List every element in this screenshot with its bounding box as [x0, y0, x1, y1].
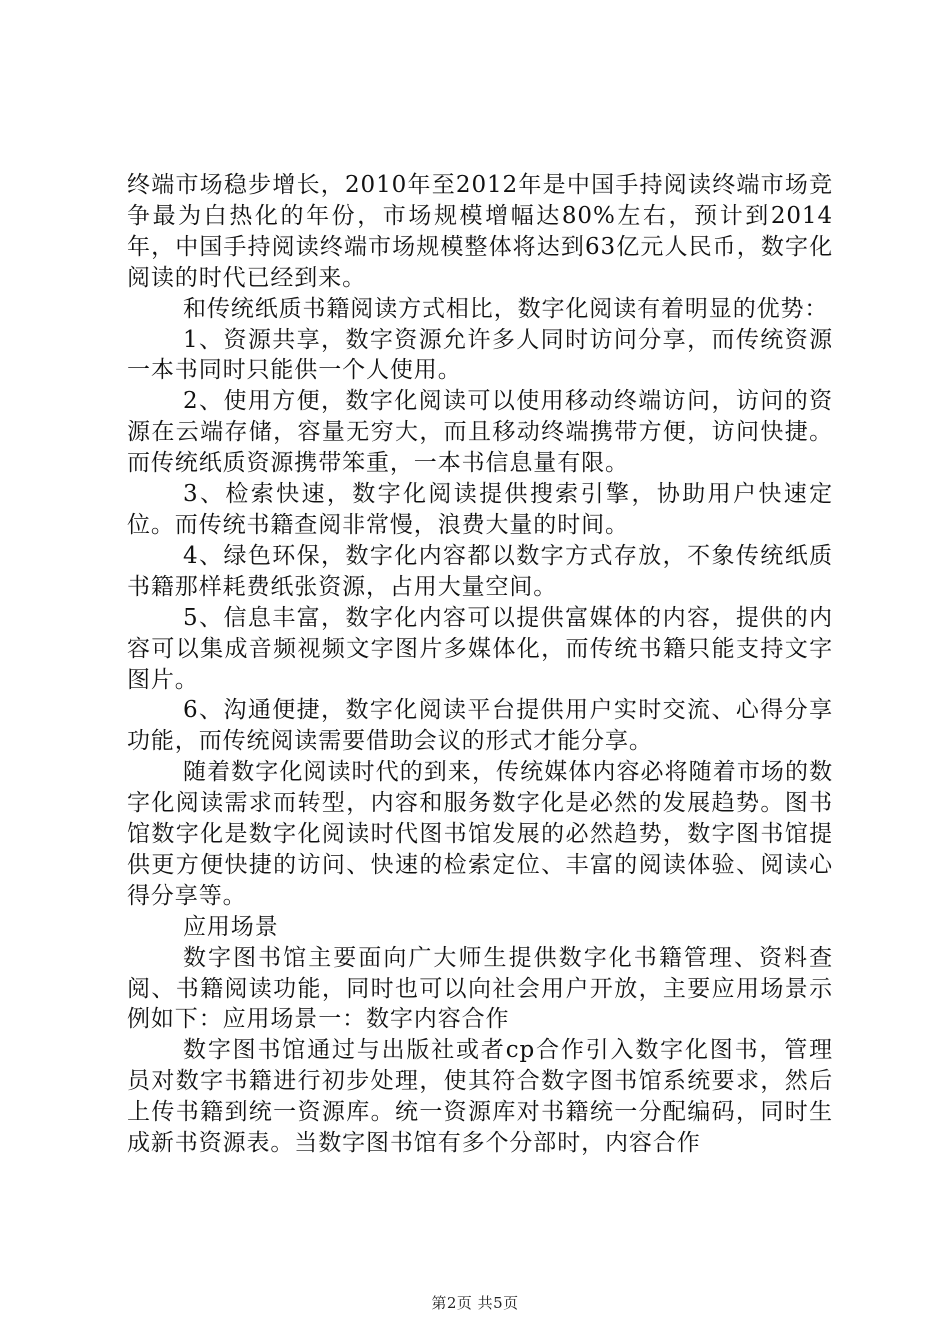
paragraph-content-cooperation: 数字图书馆通过与出版社或者cp合作引入数字化图书，管理员对数字书籍进行初步处理，使其符合数字图书馆系统要求，然后上传书籍到统一资源库。统一资源库对书籍统一分配编码，同时生成新书资源表。当数字图书馆有多个分部时，内容合作 — [127, 1037, 833, 1157]
paragraph-advantage-2: 2、使用方便，数字化阅读可以使用移动终端访问，访问的资源在云端存储，容量无穷大，而且移动终端携带方便，访问快捷。而传统纸质资源携带笨重，一本书信息量有限。 — [127, 388, 833, 477]
section-heading-scenarios: 应用场景 — [183, 913, 279, 940]
page-footer: 第2页 共5页 — [431, 1294, 519, 1312]
paragraph-advantage-4: 4、绿色环保，数字化内容都以数字方式存放，不象传统纸质书籍那样耗费纸张资源，占用大量空间。 — [127, 542, 833, 600]
document-body — [127, 170, 833, 1159]
paragraph-advantage-3: 3、检索快速，数字化阅读提供搜索引擎，协助用户快速定位。而传统书籍查阅非常慢，浪费大量的时间。 — [127, 481, 833, 538]
paragraph-advantage-1: 1、资源共享，数字资源允许多人同时访问分享，而传统资源一本书同时只能供一个人使用。 — [127, 326, 833, 384]
paragraph-advantage-5: 5、信息丰富，数字化内容可以提供富媒体的内容，提供的内容可以集成音频视频文字图片多媒体化，而传统书籍只能支持文字图片。 — [127, 604, 833, 693]
paragraph-advantages-intro: 和传统纸质书籍阅读方式相比，数字化阅读有着明显的优势： — [183, 295, 829, 322]
paragraph-digital-trend: 随着数字化阅读时代的到来，传统媒体内容必将随着市场的数字化阅读需求而转型，内容和服务数字化是必然的发展趋势。图书馆数字化是数字化阅读时代图书馆发展的必然趋势，数字图书馆提供更方便快捷的访问、快速的检索定位、丰富的阅读体验、阅读心得分享等。 — [127, 759, 833, 909]
paragraph-market-growth: 终端市场稳步增长，2010年至2012年是中国手持阅读终端市场竞争最为白热化的年份，市场规模增幅达80%左右，预计到2014年，中国手持阅读终端市场规模整体将达到63亿元人民币，数字化阅读的时代已经到来。 — [127, 172, 833, 291]
paragraph-advantage-6: 6、沟通便捷，数字化阅读平台提供用户实时交流、心得分享功能，而传统阅读需要借助会议的形式才能分享。 — [127, 697, 833, 755]
paragraph-scenarios-intro: 数字图书馆主要面向广大师生提供数字化书籍管理、资料查阅、书籍阅读功能，同时也可以向社会用户开放，主要应用场景示例如下：应用场景一：数字内容合作 — [127, 944, 833, 1033]
